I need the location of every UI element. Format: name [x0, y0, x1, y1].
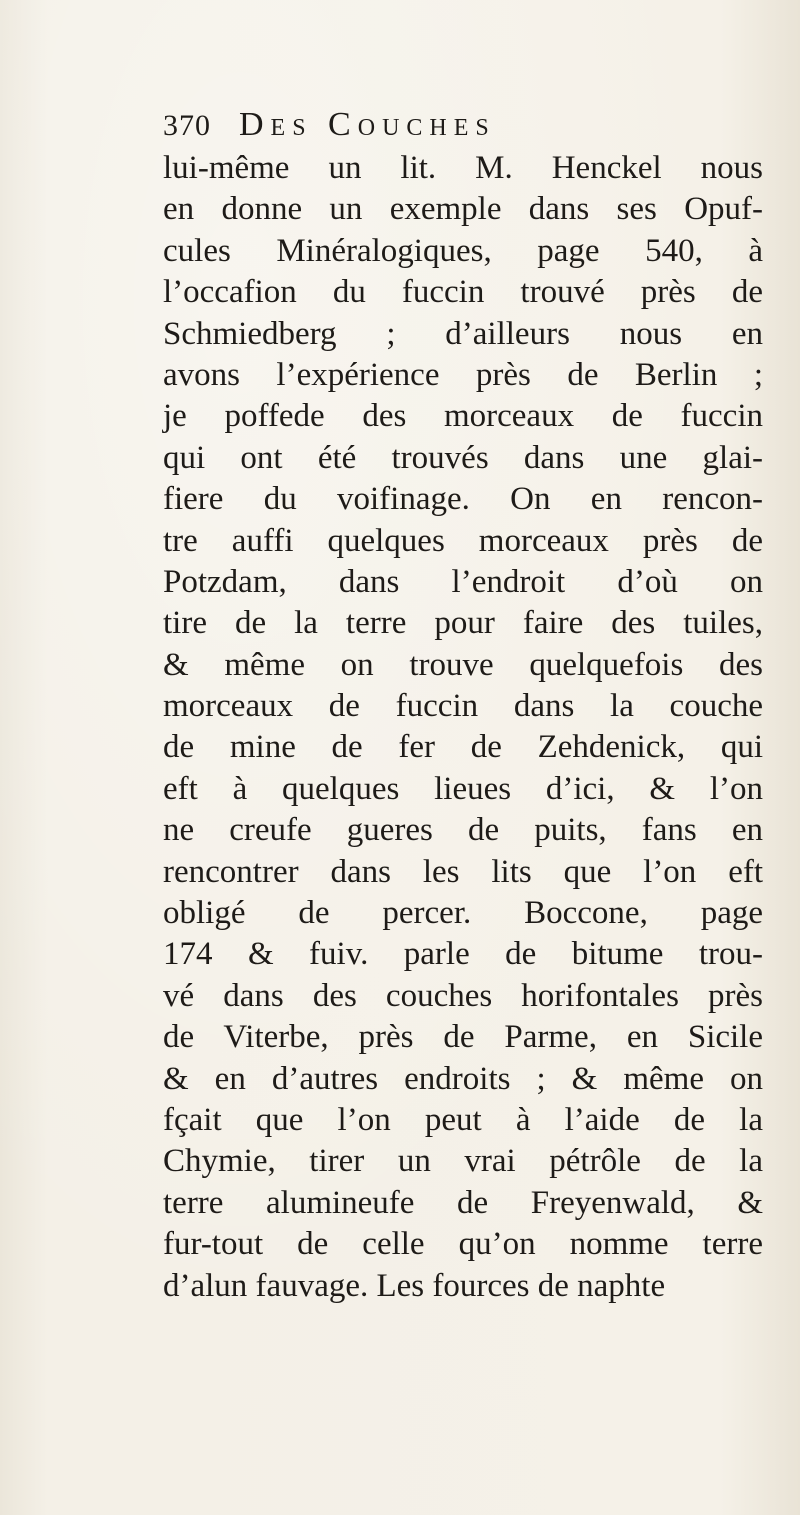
text-line: de Viterbe, près de Parme, en Sicile	[163, 1019, 763, 1056]
text-line: tre auffi quelques morceaux près de	[163, 522, 763, 559]
text-line: fur-tout de celle qu’on nomme terre	[163, 1226, 763, 1263]
text-line: & même on trouve quelquefois des	[163, 646, 763, 683]
text-line: avons l’expérience près de Berlin ;	[163, 356, 763, 393]
text-line: eft à quelques lieues d’ici, & l’on	[163, 770, 763, 807]
text-line: & en d’autres endroits ; & même on	[163, 1060, 763, 1097]
text-line: rencontrer dans les lits que l’on eft	[163, 853, 763, 890]
text-line: cules Minéralogiques, page 540, à	[163, 232, 763, 269]
text-line: terre alumineufe de Freyenwald, &	[163, 1184, 763, 1221]
text-line: tire de la terre pour faire des tuiles,	[163, 605, 763, 642]
text-line: l’occafion du fuccin trouvé près de	[163, 274, 763, 311]
text-line: je poffede des morceaux de fuccin	[163, 398, 763, 435]
text-line: ne creufe gueres de puits, fans en	[163, 812, 763, 849]
text-line: Chymie, tirer un vrai pétrôle de la	[163, 1143, 763, 1180]
text-line: fiere du voifinage. On en rencon-	[163, 481, 763, 518]
text-line: lui-même un lit. M. Henckel nous	[163, 150, 763, 186]
text-line: d’alun fauvage. Les fources de naphte	[163, 1267, 666, 1304]
page-header	[163, 106, 723, 150]
page-number: 370	[163, 109, 211, 142]
text-line: qui ont été trouvés dans une glai-	[163, 439, 763, 476]
text-line: fçait que l’on peut à l’aide de la	[163, 1101, 763, 1138]
text-line: Potzdam, dans l’endroit d’où on	[163, 563, 763, 600]
text-line: 174 & fuiv. parle de bitume trou-	[163, 936, 763, 973]
body-text	[163, 148, 763, 1307]
text-line: vé dans des couches horifontales près	[163, 977, 763, 1014]
text-line: de mine de fer de Zehdenick, qui	[163, 729, 763, 766]
text-line: Schmiedberg ; d’ailleurs nous en	[163, 315, 763, 352]
text-line: obligé de percer. Boccone, page	[163, 895, 763, 932]
text-line: en donne un exemple dans ses Opuf-	[163, 191, 763, 228]
running-head: Des Couches	[239, 106, 496, 143]
text-line: morceaux de fuccin dans la couche	[163, 688, 763, 725]
